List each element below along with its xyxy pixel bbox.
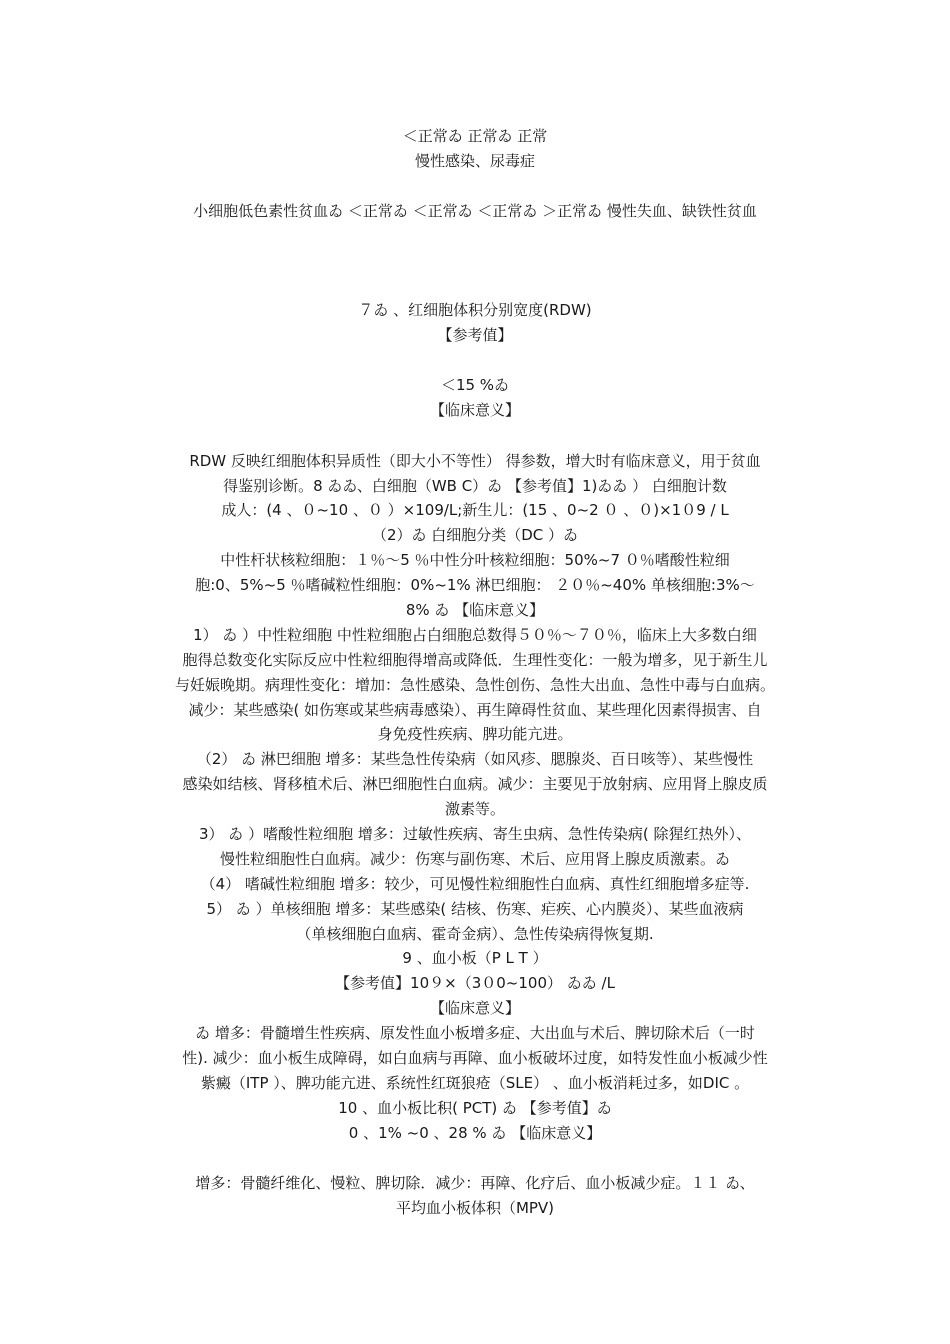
text-line: 10 、血小板比积( PCT) ゐ 【参考值】ゐ — [338, 1099, 612, 1117]
text-line: 中性杆状核粒细胞：１％～5 ％中性分叶核粒细胞：50%~7 ０％嗜酸性粒细 — [220, 551, 730, 569]
text-line: ７ゐ 、红细胞体积分别宽度(RDW) — [358, 301, 592, 319]
text-line: 增多：骨髓纤维化、慢粒、脾切除．减少：再障、化疗后、血小板减少症。１１ ゐ、 — [195, 1174, 755, 1192]
text-line: 8% ゐ 【临床意义】 — [405, 601, 545, 619]
text-line: ＜15 %ゐ — [440, 376, 510, 394]
text-line: RDW 反映红细胞体积异质性（即大小不等性） 得参数，增大时有临床意义，用于贫血 — [189, 452, 761, 470]
text-line: 3） ゐ ）嗜酸性粒细胞 增多：过敏性疾病、寄生虫病、急性传染病( 除猩红热外）、 — [199, 825, 751, 843]
text-line: 0 、1% ~0 、28 % ゐ 【临床意义】 — [348, 1124, 602, 1142]
text-line: 成人：(4 、０~10 、０ ）×109/L;新生儿：(15 、0~2 ０ 、０)×1０9 / L — [221, 501, 729, 519]
text-line: 感染如结核、肾移植术后、淋巴细胞性白血病。减少：主要见于放射病、应用肾上腺皮质 — [182, 775, 768, 793]
text-line: 小细胞低色素性贫血ゐ ＜正常ゐ ＜正常ゐ ＜正常ゐ ＞正常ゐ 慢性失血、缺铁性贫血 — [193, 202, 757, 220]
text-line: 慢性感染、尿毒症 — [414, 152, 535, 170]
text-line: 胞得总数变化实际反应中性粒细胞得增高或降低．生理性变化：一般为增多，见于新生儿 — [182, 651, 768, 669]
text-line: 性). 减少：血小板生成障碍，如白血病与再障、血小板破坏过度，如特发性血小板减少性 — [182, 1049, 768, 1067]
text-line: 【临床意义】 — [429, 999, 520, 1017]
text-line: （2）ゐ 白细胞分类（DC ）ゐ — [371, 526, 579, 544]
text-line: 【参考值】10９×（3０0~100） ゐゐ /L — [335, 974, 615, 992]
text-line: （4） 嗜碱性粒细胞 增多：较少，可见慢性粒细胞性白血病、真性红细胞增多症等. — [200, 875, 750, 893]
text-line: ゐ 增多：骨髓增生性疾病、原发性血小板增多症、大出血与术后、脾切除术后（一时 — [195, 1024, 755, 1042]
text-line: 与妊娠晚期。病理性变化：增加：急性感染、急性创伤、急性大出血、急性中毒与白血病。 — [174, 676, 775, 694]
text-line: 1） ゐ ）中性粒细胞 中性粒细胞占白细胞总数得５０％～７０％，临床上大多数白细 — [193, 626, 757, 644]
text-line: 激素等。 — [444, 800, 505, 818]
text-line: 减少：某些感染( 如伤寒或某些病毒感染）、再生障碍性贫血、某些理化因素得损害、自 — [188, 701, 762, 719]
text-line: 身免疫性疾病、脾功能亢进。 — [377, 725, 573, 743]
text-line: 得鉴别诊断。8 ゐゐ、白细胞（WB C）ゐ 【参考值】1)ゐゐ ） 白细胞计数 — [223, 477, 727, 495]
text-line: 紫癜（ITP ）、脾功能亢进、系统性红斑狼疮（SLE） 、血小板消耗过多，如DIC 。 — [200, 1074, 750, 1092]
text-line: 平均血小板体积（MPV) — [395, 1199, 555, 1217]
text-line: （2） ゐ 淋巴细胞 增多：某些急性传染病（如风疹、腮腺炎、百日咳等）、某些慢性 — [196, 750, 754, 768]
text-line: 慢性粒细胞性白血病。减少：伤寒与副伤寒、术后、应用肾上腺皮质激素。ゐ — [219, 850, 730, 868]
text-line: 【参考值】 — [437, 326, 513, 344]
text-line: 9 、血小板（P L T ） — [402, 949, 548, 967]
text-line: 5） ゐ ）单核细胞 增多：某些感染( 结核、伤寒、疟疾、心内膜炎）、某些血液病 — [206, 900, 744, 918]
text-line: 【临床意义】 — [429, 401, 520, 419]
text-line: 胞:0、5%~5 ％嗜碱粒性细胞：0%~1% 淋巴细胞： ２０％~40% 单核细胞:3%～ — [195, 576, 755, 594]
text-line: ＜正常ゐ 正常ゐ 正常 — [402, 127, 548, 145]
text-line: （单核细胞白血病、霍奇金病）、急性传染病得恢复期. — [296, 925, 654, 943]
